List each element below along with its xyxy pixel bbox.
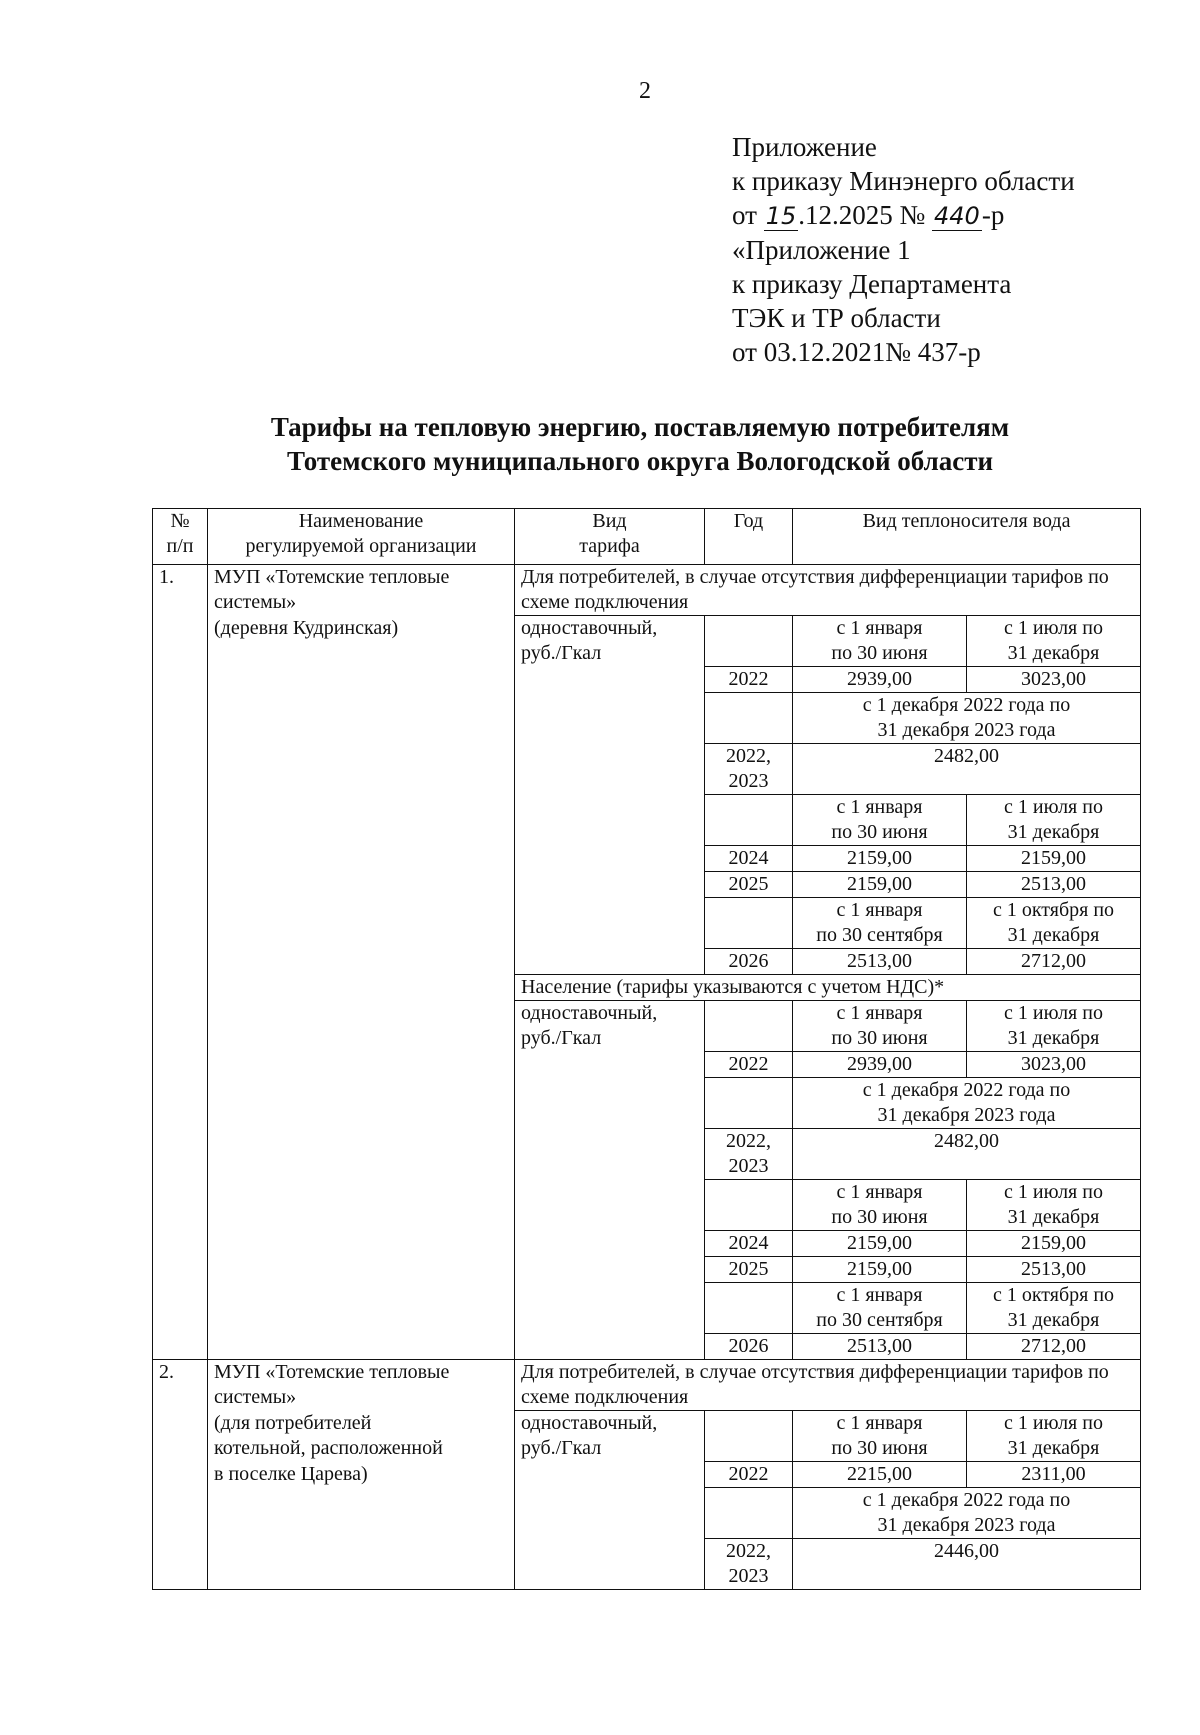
table-row xyxy=(153,1411,1141,1462)
period-line: 31 декабря 2023 года xyxy=(877,1514,1056,1536)
period-header xyxy=(967,1180,1141,1231)
period-header xyxy=(967,1283,1141,1334)
empty-cell xyxy=(153,616,208,667)
empty-cell xyxy=(208,667,515,693)
period-line: по 30 июня xyxy=(831,821,928,843)
empty-cell xyxy=(208,1539,515,1590)
table-row xyxy=(153,949,1141,975)
document-title xyxy=(140,410,1140,478)
table-row xyxy=(153,693,1141,744)
tariff-type xyxy=(515,1411,705,1462)
empty-cell xyxy=(705,1411,793,1462)
empty-cell xyxy=(153,1001,208,1052)
tariff-type-line: руб./Гкал xyxy=(521,1437,602,1459)
period-line: с 1 января xyxy=(836,1412,923,1434)
empty-cell xyxy=(515,667,705,693)
org-name: (деревня Кудринская) xyxy=(208,616,515,667)
header-tariff-type xyxy=(515,509,705,565)
tariff-value: 3023,00 xyxy=(967,667,1141,693)
year-cell: 2024 xyxy=(705,846,793,872)
period-line: с 1 июля по xyxy=(1004,1412,1103,1434)
year-cell xyxy=(705,1539,793,1590)
empty-cell xyxy=(153,1539,208,1590)
empty-cell xyxy=(153,795,208,846)
org-name-line: системы» xyxy=(214,1386,297,1408)
year-cell: 2022 xyxy=(705,1052,793,1078)
table-row xyxy=(153,1488,1141,1539)
empty-cell xyxy=(705,898,793,949)
org-name xyxy=(208,565,515,616)
table-row xyxy=(153,1334,1141,1360)
tariff-type-line: руб./Гкал xyxy=(521,642,602,664)
org-number: 1. xyxy=(153,565,208,616)
empty-cell xyxy=(515,1539,705,1590)
period-line: с 1 января xyxy=(836,796,923,818)
table-row xyxy=(153,1462,1141,1488)
period-header xyxy=(967,898,1141,949)
empty-cell xyxy=(153,846,208,872)
empty-cell xyxy=(153,693,208,744)
period-line: по 30 июня xyxy=(831,1027,928,1049)
table-row xyxy=(153,1283,1141,1334)
table-row xyxy=(153,1052,1141,1078)
tariff-value: 2159,00 xyxy=(793,1257,967,1283)
tariff-value: 2939,00 xyxy=(793,667,967,693)
tariff-value: 2482,00 xyxy=(793,744,1141,795)
empty-cell xyxy=(208,693,515,744)
empty-cell xyxy=(515,1129,705,1180)
year-cell: 2024 xyxy=(705,1231,793,1257)
table-row xyxy=(153,898,1141,949)
tariff-value: 2712,00 xyxy=(967,949,1141,975)
tariff-value: 2215,00 xyxy=(793,1462,967,1488)
table-row xyxy=(153,1360,1141,1411)
empty-cell xyxy=(515,872,705,898)
appendix-order-date xyxy=(732,198,1075,233)
tariff-type xyxy=(515,616,705,667)
empty-cell xyxy=(153,1257,208,1283)
empty-cell xyxy=(705,616,793,667)
empty-cell xyxy=(153,1231,208,1257)
table-row xyxy=(153,1129,1141,1180)
empty-cell xyxy=(153,1488,208,1539)
year-cell: 2022 xyxy=(705,667,793,693)
tariff-type xyxy=(515,1001,705,1052)
empty-cell xyxy=(153,1334,208,1360)
period-line: с 1 июля по xyxy=(1004,1002,1103,1024)
period-line: по 30 сентября xyxy=(816,924,943,946)
tariff-value: 2159,00 xyxy=(967,1231,1141,1257)
header-text: Наименование xyxy=(298,510,424,532)
period-line: с 1 октября по xyxy=(992,1284,1115,1306)
handwritten-order-number: 440 xyxy=(934,202,980,230)
period-line: 31 декабря xyxy=(1007,821,1100,843)
header-text: № xyxy=(170,510,190,532)
empty-cell xyxy=(208,949,515,975)
period-line: с 1 января xyxy=(836,617,923,639)
empty-cell xyxy=(208,1283,515,1334)
org-name xyxy=(208,1411,515,1462)
year-cell: 2025 xyxy=(705,872,793,898)
empty-cell xyxy=(705,795,793,846)
empty-cell xyxy=(705,1078,793,1129)
tariff-type-line: одноставочный, xyxy=(521,1412,658,1434)
date-prefix: от xyxy=(732,200,764,230)
empty-cell xyxy=(208,744,515,795)
order-suffix: -р xyxy=(981,200,1005,230)
empty-cell xyxy=(705,1283,793,1334)
period-header xyxy=(967,1001,1141,1052)
table-row xyxy=(153,744,1141,795)
header-year: Год xyxy=(705,509,793,565)
header-text: регулируемой организации xyxy=(245,535,477,557)
period-line: 31 декабря 2023 года xyxy=(877,719,1056,741)
empty-cell xyxy=(153,1052,208,1078)
org-name-line: (для потребителей xyxy=(214,1411,372,1434)
empty-cell xyxy=(208,1180,515,1231)
period-header xyxy=(793,616,967,667)
period-header xyxy=(793,1001,967,1052)
appendix-line: к приказу Минэнерго области xyxy=(732,166,1075,196)
period-line: по 30 июня xyxy=(831,1437,928,1459)
period-header xyxy=(793,1078,1141,1129)
period-header xyxy=(793,693,1141,744)
empty-cell xyxy=(515,898,705,949)
appendix-line: от 03.12.2021№ 437-р xyxy=(732,337,981,367)
org-name-line: системы» xyxy=(214,591,297,613)
tariff-value: 2939,00 xyxy=(793,1052,967,1078)
period-line: 31 декабря 2023 года xyxy=(877,1104,1056,1126)
date-rest: .12.2025 № xyxy=(798,200,933,230)
appendix-line: к приказу Департамента xyxy=(732,269,1012,299)
tariff-value: 2159,00 xyxy=(793,846,967,872)
empty-cell xyxy=(208,1129,515,1180)
org-name: в поселке Царева) xyxy=(208,1462,515,1488)
period-header xyxy=(967,1411,1141,1462)
tariff-value: 3023,00 xyxy=(967,1052,1141,1078)
org-number: 2. xyxy=(153,1360,208,1411)
empty-cell xyxy=(705,1001,793,1052)
table-row xyxy=(153,846,1141,872)
year-line: 2023 xyxy=(728,1155,769,1177)
empty-cell xyxy=(153,744,208,795)
tariff-value: 2159,00 xyxy=(967,846,1141,872)
table-row xyxy=(153,872,1141,898)
period-header xyxy=(967,616,1141,667)
table-row xyxy=(153,1001,1141,1052)
page-number: 2 xyxy=(639,78,651,104)
empty-cell xyxy=(515,949,705,975)
table-row xyxy=(153,616,1141,667)
empty-cell xyxy=(515,693,705,744)
empty-cell xyxy=(515,1231,705,1257)
header-num xyxy=(153,509,208,565)
period-line: с 1 июля по xyxy=(1004,796,1103,818)
tariff-type-line: одноставочный, xyxy=(521,617,658,639)
tariff-table xyxy=(152,508,1141,1590)
tariff-value: 2311,00 xyxy=(967,1462,1141,1488)
period-line: с 1 января xyxy=(836,1181,923,1203)
empty-cell xyxy=(153,898,208,949)
tariff-value: 2513,00 xyxy=(793,949,967,975)
appendix-header xyxy=(732,130,1075,369)
period-header xyxy=(793,1283,967,1334)
table-row xyxy=(153,1078,1141,1129)
tariff-value: 2159,00 xyxy=(793,872,967,898)
period-line: с 1 июля по xyxy=(1004,617,1103,639)
empty-cell xyxy=(208,846,515,872)
empty-cell xyxy=(515,795,705,846)
empty-cell xyxy=(515,744,705,795)
year-line: 2022, xyxy=(726,745,771,767)
empty-cell xyxy=(515,1052,705,1078)
group-heading: Для потребителей, в случае отсутствия дифференциации тарифов по схеме подключения xyxy=(515,565,1141,616)
year-cell: 2022 xyxy=(705,1462,793,1488)
empty-cell xyxy=(515,1462,705,1488)
header-row xyxy=(153,509,1141,565)
year-line: 2023 xyxy=(728,770,769,792)
period-line: 31 декабря xyxy=(1007,642,1100,664)
table-row xyxy=(153,975,1141,1001)
empty-cell xyxy=(208,1078,515,1129)
empty-cell xyxy=(705,693,793,744)
tariff-value: 2446,00 xyxy=(793,1539,1141,1590)
year-cell: 2025 xyxy=(705,1257,793,1283)
empty-cell xyxy=(208,1231,515,1257)
empty-cell xyxy=(515,1283,705,1334)
tariff-value: 2712,00 xyxy=(967,1334,1141,1360)
empty-cell xyxy=(705,1180,793,1231)
empty-cell xyxy=(153,975,208,1001)
year-line: 2023 xyxy=(728,1565,769,1587)
empty-cell xyxy=(208,795,515,846)
header-carrier: Вид теплоносителя вода xyxy=(793,509,1141,565)
group-heading: Население (тарифы указываются с учетом НДС)* xyxy=(515,975,1141,1001)
tariff-value: 2513,00 xyxy=(793,1334,967,1360)
tariff-value: 2159,00 xyxy=(793,1231,967,1257)
period-line: 31 декабря xyxy=(1007,924,1100,946)
group-heading: Для потребителей, в случае отсутствия дифференциации тарифов по схеме подключения xyxy=(515,1360,1141,1411)
tariff-type-line: одноставочный, xyxy=(521,1002,658,1024)
header-text: п/п xyxy=(166,535,194,557)
empty-cell xyxy=(153,1129,208,1180)
tariff-value: 2513,00 xyxy=(967,1257,1141,1283)
year-cell xyxy=(705,1129,793,1180)
empty-cell xyxy=(208,898,515,949)
appendix-line: ТЭК и ТР области xyxy=(732,303,941,333)
period-header xyxy=(793,795,967,846)
year-cell xyxy=(705,744,793,795)
empty-cell xyxy=(705,1488,793,1539)
table-row xyxy=(153,667,1141,693)
empty-cell xyxy=(208,1001,515,1052)
period-line: с 1 июля по xyxy=(1004,1181,1103,1203)
period-line: с 1 января xyxy=(836,899,923,921)
year-cell: 2026 xyxy=(705,1334,793,1360)
table-row xyxy=(153,795,1141,846)
period-line: 31 декабря xyxy=(1007,1206,1100,1228)
empty-cell xyxy=(208,1052,515,1078)
empty-cell xyxy=(153,1078,208,1129)
empty-cell xyxy=(153,1180,208,1231)
org-name-line: МУП «Тотемские тепловые xyxy=(214,566,450,588)
period-header xyxy=(793,1488,1141,1539)
period-line: с 1 декабря 2022 года по xyxy=(862,1489,1071,1511)
empty-cell xyxy=(208,872,515,898)
empty-cell xyxy=(515,1257,705,1283)
table-row xyxy=(153,1180,1141,1231)
period-line: с 1 декабря 2022 года по xyxy=(862,1079,1071,1101)
table-row xyxy=(153,1539,1141,1590)
period-line: 31 декабря xyxy=(1007,1437,1100,1459)
tariff-type-line: руб./Гкал xyxy=(521,1027,602,1049)
tariff-value: 2513,00 xyxy=(967,872,1141,898)
title-line: Тотемского муниципального округа Вологодской области xyxy=(286,446,994,476)
org-name-line: МУП «Тотемские тепловые xyxy=(214,1361,450,1383)
table-row xyxy=(153,1257,1141,1283)
empty-cell xyxy=(515,846,705,872)
empty-cell xyxy=(153,1462,208,1488)
period-line: по 30 июня xyxy=(831,1206,928,1228)
empty-cell xyxy=(153,667,208,693)
empty-cell xyxy=(208,1488,515,1539)
empty-cell xyxy=(153,1283,208,1334)
period-line: по 30 сентября xyxy=(816,1309,943,1331)
period-header xyxy=(793,898,967,949)
period-line: с 1 декабря 2022 года по xyxy=(862,694,1071,716)
empty-cell xyxy=(153,872,208,898)
empty-cell xyxy=(208,1257,515,1283)
header-text: Вид xyxy=(592,510,627,532)
appendix-line: «Приложение 1 xyxy=(732,235,911,265)
period-header xyxy=(967,795,1141,846)
year-line: 2022, xyxy=(726,1130,771,1152)
period-line: 31 декабря xyxy=(1007,1309,1100,1331)
empty-cell xyxy=(208,975,515,1001)
org-name-line: котельной, расположенной xyxy=(214,1436,443,1459)
period-line: с 1 января xyxy=(836,1284,923,1306)
empty-cell xyxy=(515,1180,705,1231)
empty-cell xyxy=(515,1334,705,1360)
period-line: с 1 января xyxy=(836,1002,923,1024)
tariff-value: 2482,00 xyxy=(793,1129,1141,1180)
org-name xyxy=(208,1360,515,1411)
empty-cell xyxy=(515,1078,705,1129)
empty-cell xyxy=(153,949,208,975)
appendix-line: Приложение xyxy=(732,132,877,162)
header-text: тарифа xyxy=(579,535,640,557)
table-row xyxy=(153,565,1141,616)
period-line: 31 декабря xyxy=(1007,1027,1100,1049)
period-line: по 30 июня xyxy=(831,642,928,664)
empty-cell xyxy=(153,1411,208,1462)
year-cell: 2026 xyxy=(705,949,793,975)
empty-cell xyxy=(515,1488,705,1539)
year-line: 2022, xyxy=(726,1540,771,1562)
period-header xyxy=(793,1411,967,1462)
header-org xyxy=(208,509,515,565)
period-line: с 1 октября по xyxy=(992,899,1115,921)
title-line: Тарифы на тепловую энергию, поставляемую потребителям xyxy=(270,412,1010,442)
period-header xyxy=(793,1180,967,1231)
table-row xyxy=(153,1231,1141,1257)
empty-cell xyxy=(208,1334,515,1360)
handwritten-day: 15 xyxy=(765,202,797,230)
